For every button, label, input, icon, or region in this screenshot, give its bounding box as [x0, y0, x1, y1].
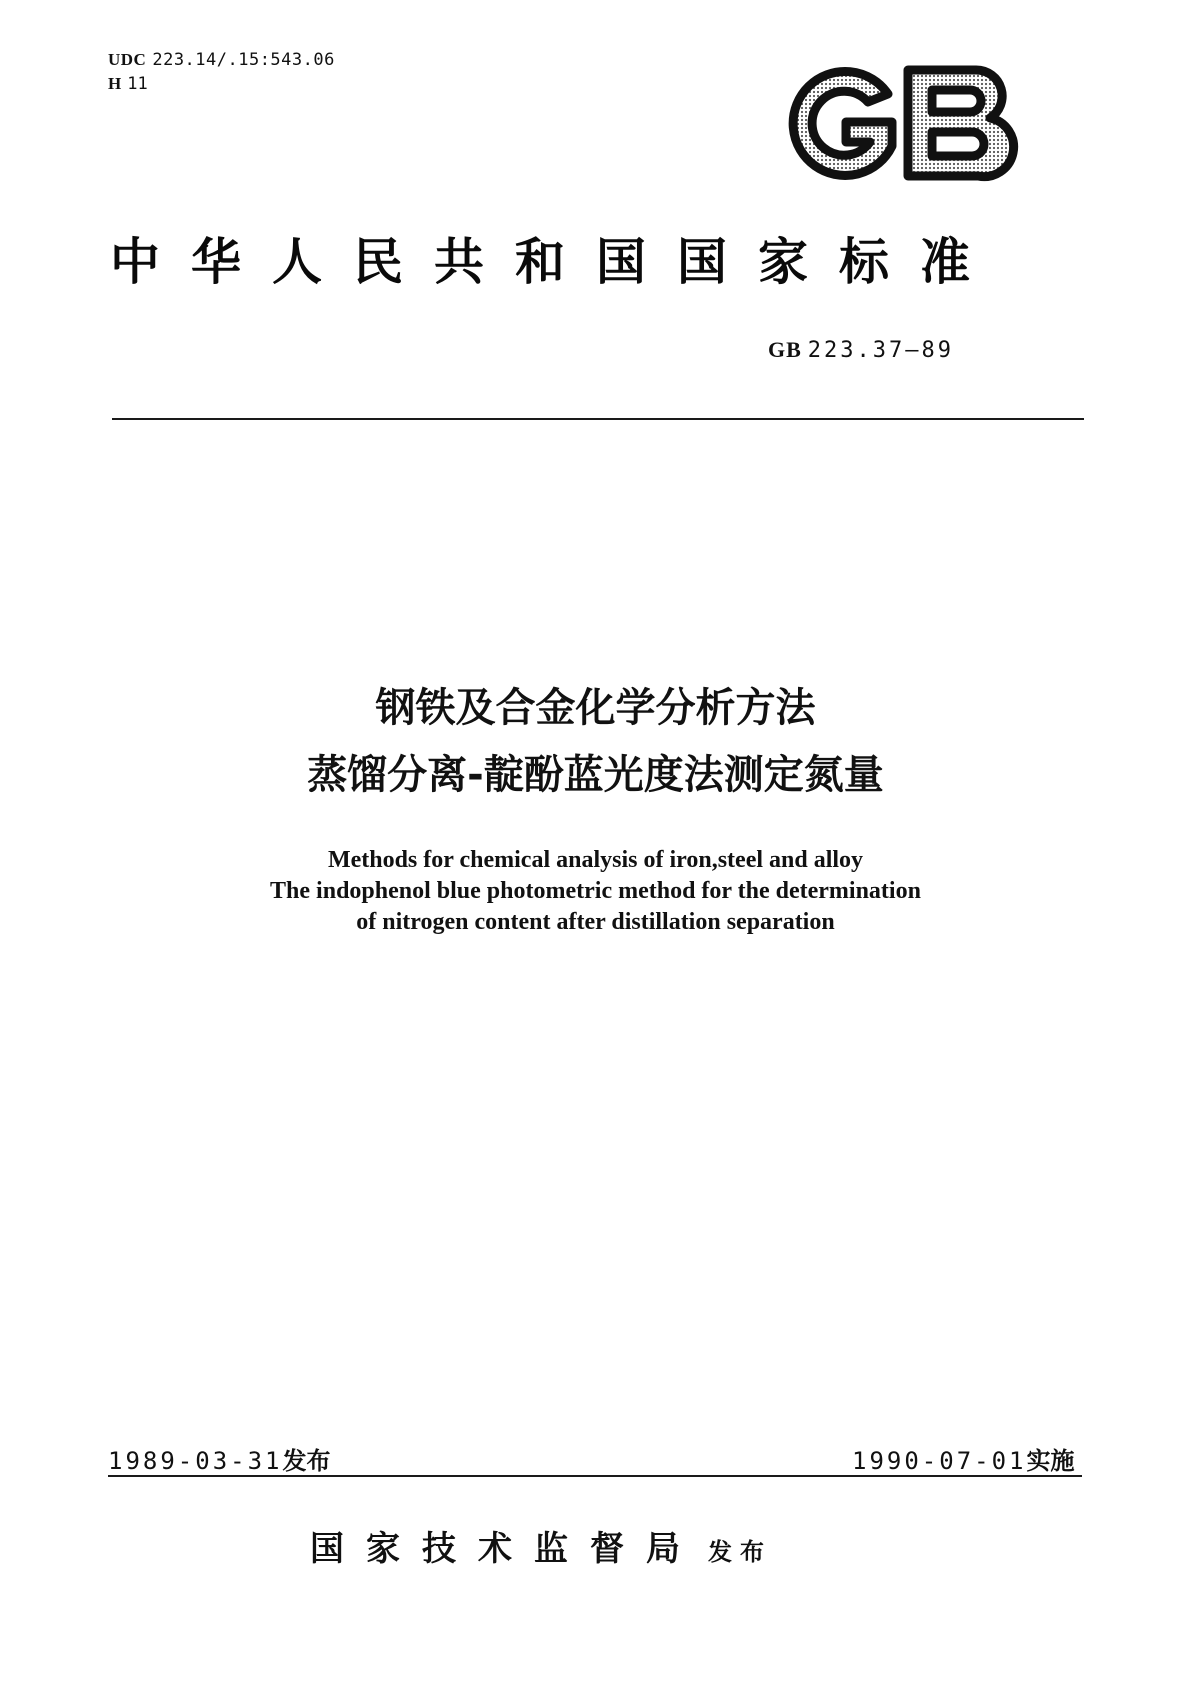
- issue-date-value: 1989-03-31: [108, 1447, 283, 1475]
- gb-logo-b: [908, 70, 1014, 177]
- implementation-date: [852, 1441, 1075, 1476]
- classification-code-line: [108, 74, 148, 94]
- en-title-line-3: of nitrogen content after distillation separation: [356, 909, 835, 935]
- publisher-suffix: 发布: [708, 1538, 772, 1566]
- gb-logo: [780, 62, 1020, 184]
- en-title-line-2: The indophenol blue photometric method for the determination: [270, 878, 921, 904]
- classification-code: 11: [127, 74, 148, 94]
- publisher-name: 国家技术监督局: [310, 1529, 702, 1569]
- implementation-date-value: 1990-07-01: [852, 1447, 1027, 1475]
- gb-logo-graphic: [780, 62, 1020, 184]
- gb-logo-g: [793, 71, 892, 175]
- classification-label: H: [108, 74, 122, 93]
- header-divider: [112, 418, 1084, 420]
- cn-title-line-1: 钢铁及合金化学分析方法: [375, 685, 816, 731]
- udc-code: 223.14/.15:543.06: [152, 50, 335, 70]
- standard-number: [768, 337, 954, 363]
- udc-code-line: [108, 50, 335, 70]
- standard-number-prefix: GB: [768, 337, 802, 362]
- national-standard-title: 中华人民共和国国家标准: [110, 233, 1001, 291]
- en-title-line-1: Methods for chemical analysis of iron,steel and alloy: [327, 847, 864, 873]
- implementation-date-suffix: 实施: [1026, 1447, 1075, 1475]
- standard-number-code: 223.37—89: [807, 338, 955, 363]
- footer-divider: [108, 1475, 1082, 1477]
- issue-date-suffix: 发布: [282, 1447, 331, 1475]
- cn-title-line-2: 蒸馏分离-靛酚蓝光度法测定氮量: [307, 752, 884, 798]
- issue-date: [108, 1441, 331, 1476]
- publisher: [310, 1521, 772, 1570]
- udc-label: UDC: [108, 50, 147, 69]
